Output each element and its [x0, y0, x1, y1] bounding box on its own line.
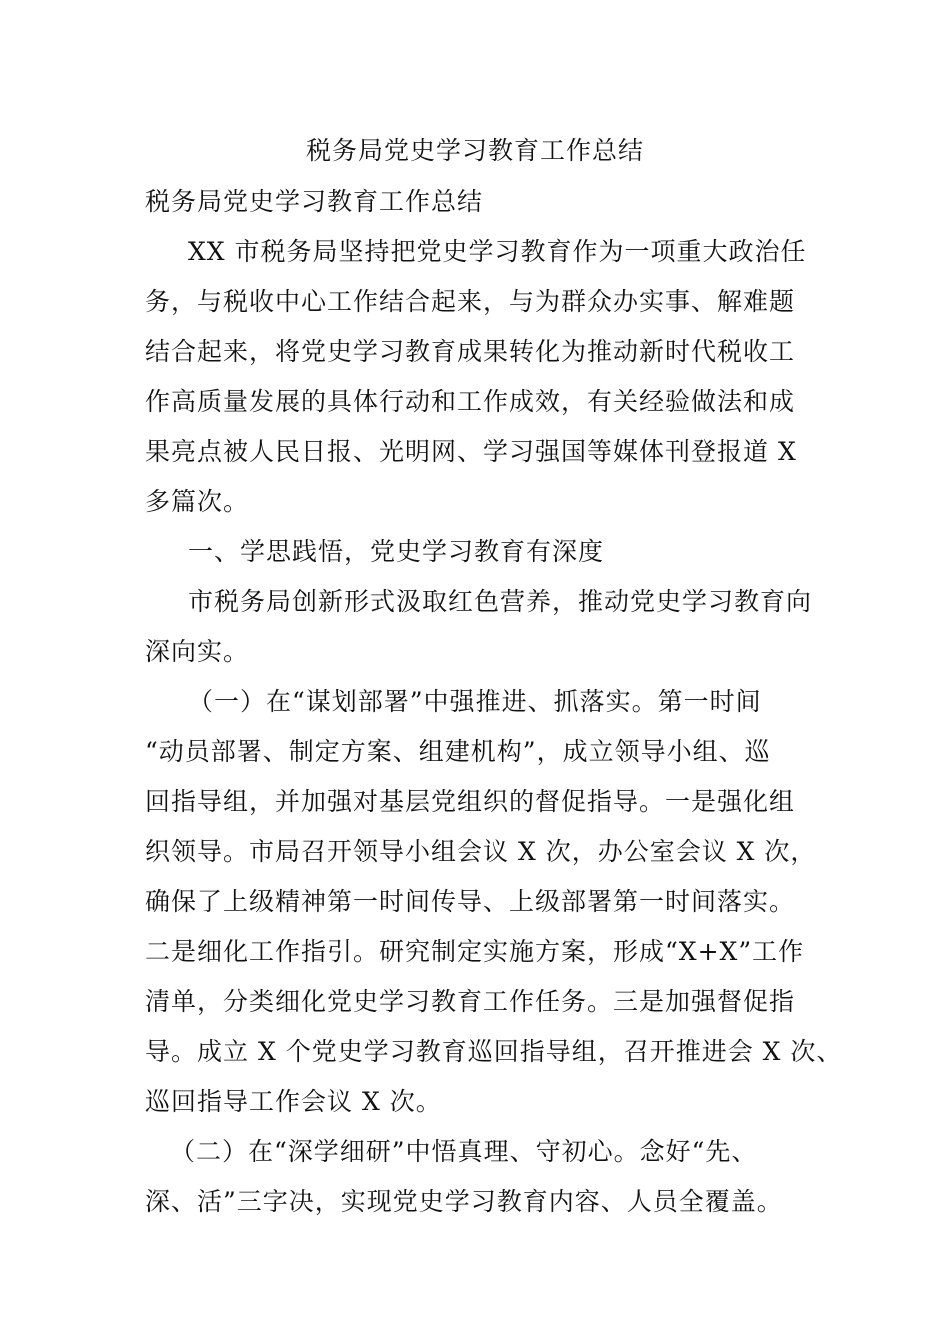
paragraph-line: 巡回指导工作会议 X 次。	[145, 1087, 442, 1116]
paragraph-line: 二是细化工作指引。研究制定实施方案，形成“X+X”工作	[145, 937, 805, 966]
paragraph-line: 务，与税收中心工作结合起来，与为群众办实事、解难题	[145, 287, 796, 316]
paragraph-line: “动员部署、制定方案、组建机构”，成立领导小组、巡	[145, 737, 771, 766]
document-title: 税务局党史学习教育工作总结	[305, 136, 644, 165]
paragraph-line: 确保了上级精神第一时间传导、上级部署第一时间落实。	[145, 887, 796, 916]
paragraph-line: 回指导组，并加强对基层党组织的督促指导。一是强化组	[145, 787, 796, 816]
paragraph-line: XX 市税务局坚持把党史学习教育作为一项重大政治任	[188, 237, 807, 266]
paragraph-line: 市税务局创新形式汲取红色营养，推动党史学习教育向	[188, 587, 813, 616]
paragraph-line: （一）在“谋划部署”中强推进、抓落实。第一时间	[188, 687, 762, 716]
paragraph-line: 导。成立 X 个党史学习教育巡回指导组，召开推进会 X 次、	[145, 1037, 843, 1066]
paragraph-line: 结合起来，将党史学习教育成果转化为推动新时代税收工	[145, 337, 796, 366]
paragraph-line: 果亮点被人民日报、光明网、学习强国等媒体刊登报道 X	[145, 437, 797, 466]
paragraph-line: 多篇次。	[145, 487, 250, 516]
paragraph-line: （二）在“深学细研”中悟真理、守初心。念好“先、	[170, 1137, 758, 1166]
paragraph-line: 织领导。市局召开领导小组会议 X 次，办公室会议 X 次，	[145, 837, 817, 866]
document-subtitle: 税务局党史学习教育工作总结	[145, 187, 484, 216]
paragraph-line: 深、活”三字决，实现党史学习教育内容、人员全覆盖。	[145, 1187, 783, 1216]
paragraph-line: 清单，分类细化党史学习教育工作任务。三是加强督促指	[145, 987, 796, 1016]
paragraph-line: 深向实。	[145, 637, 250, 666]
paragraph-line: 作高质量发展的具体行动和工作成效，有关经验做法和成	[145, 387, 796, 416]
section-heading: 一、学思践悟，党史学习教育有深度	[188, 537, 605, 566]
